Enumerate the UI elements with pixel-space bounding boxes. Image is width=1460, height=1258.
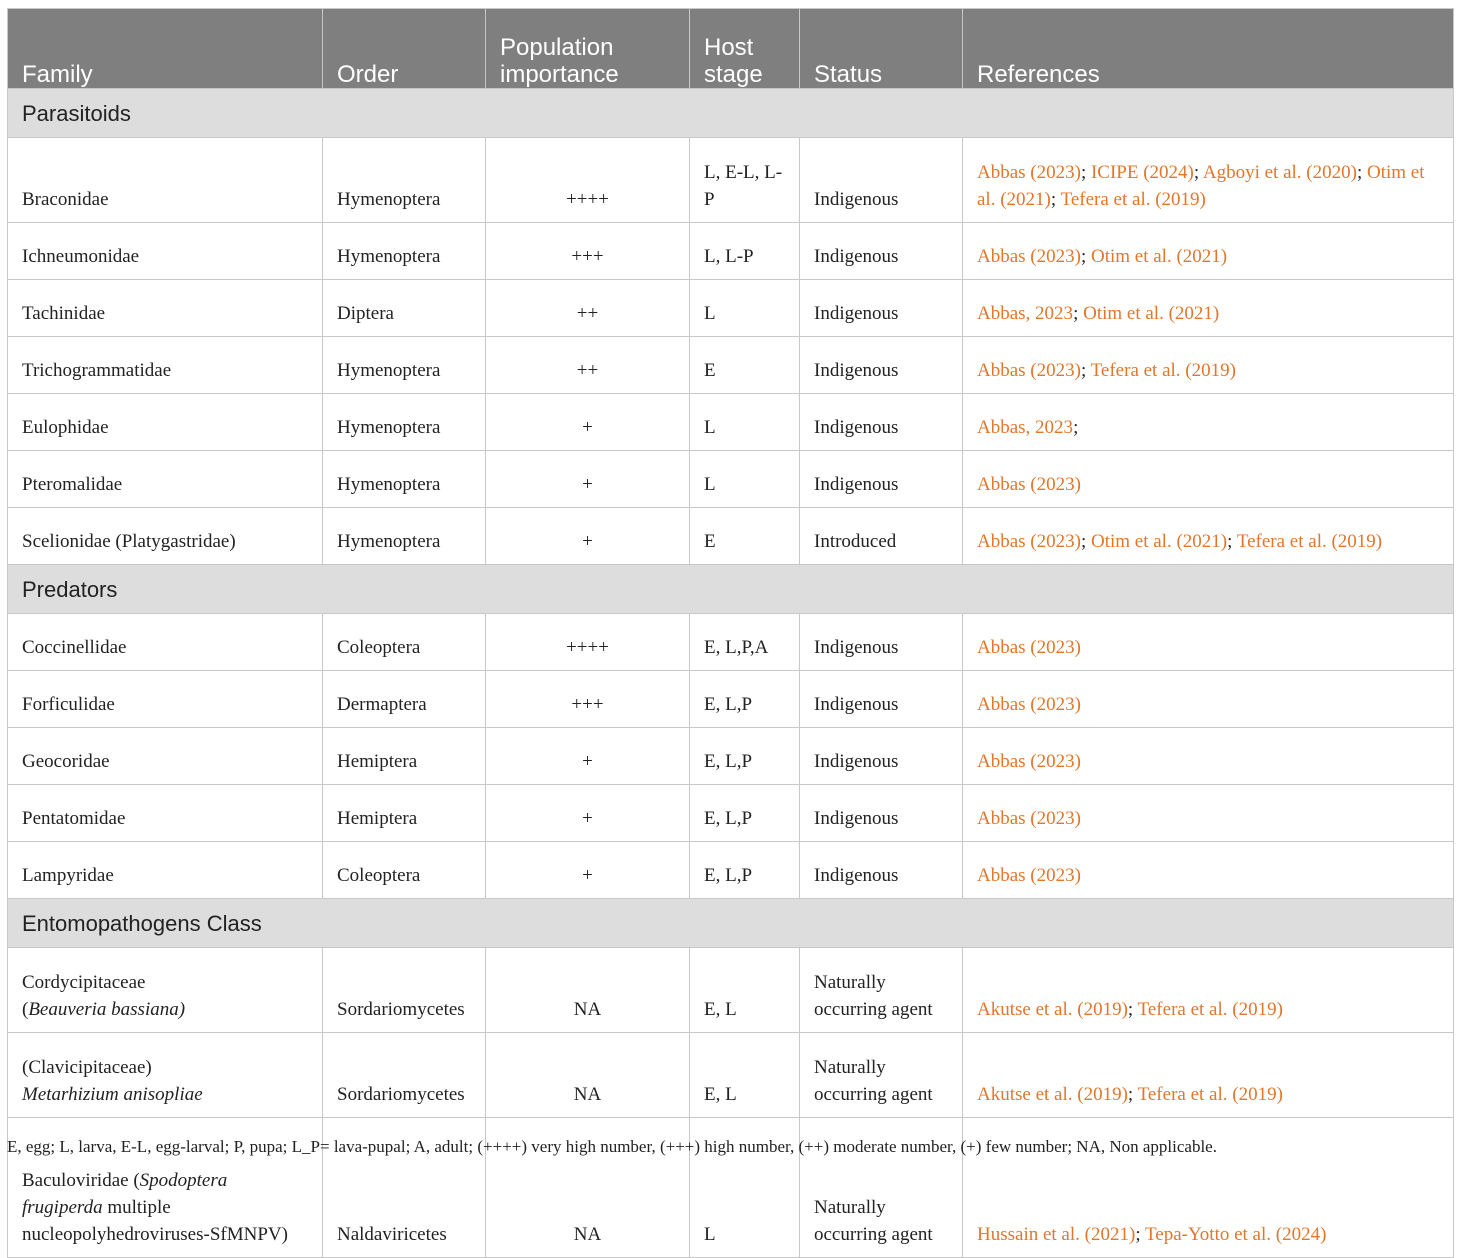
reference-link[interactable]: Abbas, 2023	[977, 303, 1074, 324]
status-cell: Indigenous	[800, 451, 963, 508]
reference-separator: ;	[1127, 999, 1138, 1020]
reference-separator: ;	[1073, 417, 1079, 438]
table-row	[8, 138, 1454, 223]
reference-separator: ;	[1227, 531, 1237, 552]
table-header-row	[8, 9, 1454, 89]
reference-separator: ;	[1080, 162, 1091, 183]
status-cell: Naturally occurring agent	[800, 1033, 963, 1118]
header-host-stage: Host stage	[690, 9, 800, 89]
status-cell: Indigenous	[800, 842, 963, 899]
header-references: References	[963, 9, 1454, 89]
family-cell	[8, 1033, 323, 1118]
reference-separator: ;	[1080, 246, 1091, 267]
reference-separator: ;	[1135, 1224, 1145, 1245]
status-cell: Indigenous	[800, 337, 963, 394]
order-cell: Hymenoptera	[323, 223, 486, 280]
reference-separator: ;	[1080, 531, 1091, 552]
host-stage-cell: E, L	[690, 948, 800, 1033]
references-cell	[963, 614, 1454, 671]
reference-link[interactable]: Abbas (2023)	[977, 162, 1081, 183]
section-entomopathogens: Entomopathogens Class	[8, 899, 1454, 948]
reference-separator: ;	[1073, 303, 1084, 324]
references-cell	[963, 785, 1454, 842]
population-cell: +++	[486, 223, 690, 280]
order-cell: Hymenoptera	[323, 394, 486, 451]
family-cell: Trichogrammatidae	[8, 337, 323, 394]
status-cell: Indigenous	[800, 728, 963, 785]
population-cell: ++	[486, 280, 690, 337]
reference-link[interactable]: Abbas (2023)	[977, 637, 1081, 658]
order-cell: Naldaviricetes	[323, 1118, 486, 1258]
reference-link[interactable]: Otim et al. (2021)	[977, 162, 1425, 210]
natural-enemies-table	[7, 8, 1454, 1258]
status-cell: Introduced	[800, 508, 963, 565]
references-cell	[963, 451, 1454, 508]
population-cell: +	[486, 394, 690, 451]
section-row	[8, 89, 1454, 138]
order-cell: Hymenoptera	[323, 508, 486, 565]
family-cell: Lampyridae	[8, 842, 323, 899]
references-cell	[963, 223, 1454, 280]
table-row	[8, 1033, 1454, 1118]
status-cell: Indigenous	[800, 138, 963, 223]
host-stage-cell: L	[690, 394, 800, 451]
reference-link[interactable]: Akutse et al. (2019)	[977, 999, 1128, 1020]
order-cell: Hemiptera	[323, 785, 486, 842]
family-cell: Tachinidae	[8, 280, 323, 337]
reference-link[interactable]: Abbas (2023)	[977, 751, 1081, 772]
population-cell: ++	[486, 337, 690, 394]
references-cell	[963, 842, 1454, 899]
family-suffix: multiple nucleopolyhedroviruses-SfMNPV)	[22, 1197, 288, 1245]
host-stage-cell: L	[690, 1118, 800, 1258]
host-stage-cell: L, E-L, L-P	[690, 138, 800, 223]
reference-link[interactable]: Abbas (2023)	[977, 246, 1081, 267]
reference-separator: ;	[1127, 1084, 1138, 1105]
status-cell: Naturally occurring agent	[800, 1118, 963, 1258]
reference-link[interactable]: ICIPE (2024)	[1090, 162, 1194, 183]
family-cell: Pentatomidae	[8, 785, 323, 842]
family-name: Cordycipitaceae	[22, 972, 146, 993]
population-cell: ++++	[486, 138, 690, 223]
reference-link[interactable]: Tefera et al. (2019)	[1137, 1084, 1283, 1105]
family-cell: Pteromalidae	[8, 451, 323, 508]
order-cell: Hemiptera	[323, 728, 486, 785]
order-cell: Sordariomycetes	[323, 948, 486, 1033]
family-cell: Geocoridae	[8, 728, 323, 785]
order-cell: Hymenoptera	[323, 138, 486, 223]
reference-link[interactable]: Tefera et al. (2019)	[1090, 360, 1236, 381]
table-row	[8, 614, 1454, 671]
family-paren: (	[22, 999, 29, 1020]
host-stage-cell: E, L,P	[690, 671, 800, 728]
section-row	[8, 899, 1454, 948]
host-stage-cell: E, L,P	[690, 728, 800, 785]
family-cell: Eulophidae	[8, 394, 323, 451]
species-name: Metarhizium anisopliae	[22, 1084, 203, 1105]
references-cell	[963, 337, 1454, 394]
species-name: Beauveria bassiana)	[28, 999, 186, 1020]
table-row	[8, 337, 1454, 394]
reference-link[interactable]: Otim et al. (2021)	[1090, 531, 1228, 552]
family-cell: Forficulidae	[8, 671, 323, 728]
header-population-importance: Population importance	[486, 9, 690, 89]
table-row	[8, 508, 1454, 565]
reference-link[interactable]: Abbas (2023)	[977, 474, 1081, 495]
reference-link[interactable]: Abbas (2023)	[977, 531, 1081, 552]
section-parasitoids: Parasitoids	[8, 89, 1454, 138]
reference-link[interactable]: Otim et al. (2021)	[1090, 246, 1228, 267]
reference-link[interactable]: Abbas (2023)	[977, 808, 1081, 829]
population-cell: NA	[486, 1118, 690, 1258]
population-cell: +	[486, 508, 690, 565]
references-cell	[963, 728, 1454, 785]
reference-link[interactable]: Tepa-Yotto et al. (2024)	[1145, 1224, 1327, 1245]
header-status: Status	[800, 9, 963, 89]
host-stage-cell: L, L-P	[690, 223, 800, 280]
reference-link[interactable]: Abbas (2023)	[977, 865, 1081, 886]
status-cell: Indigenous	[800, 671, 963, 728]
references-cell	[963, 280, 1454, 337]
family-cell	[8, 948, 323, 1033]
host-stage-cell: E, L	[690, 1033, 800, 1118]
host-stage-cell: L	[690, 451, 800, 508]
family-cell: Braconidae	[8, 138, 323, 223]
family-name: (Clavicipitaceae)	[22, 1057, 152, 1078]
reference-link[interactable]: Abbas (2023)	[977, 360, 1081, 381]
header-family: Family	[8, 9, 323, 89]
status-cell: Indigenous	[800, 614, 963, 671]
reference-link[interactable]: Tefera et al. (2019)	[1137, 999, 1283, 1020]
host-stage-cell: E, L,P,A	[690, 614, 800, 671]
reference-separator: ;	[1356, 162, 1367, 183]
table-row	[8, 728, 1454, 785]
status-cell: Indigenous	[800, 785, 963, 842]
population-cell: +	[486, 451, 690, 508]
status-cell: Indigenous	[800, 394, 963, 451]
reference-link[interactable]: Hussain et al. (2021)	[977, 1224, 1136, 1245]
table-row	[8, 785, 1454, 842]
order-cell: Coleoptera	[323, 614, 486, 671]
host-stage-cell: E	[690, 508, 800, 565]
population-cell: +	[486, 785, 690, 842]
table-row	[8, 842, 1454, 899]
references-cell	[963, 1033, 1454, 1118]
table-row	[8, 223, 1454, 280]
family-cell: Scelionidae (Platygastridae)	[8, 508, 323, 565]
table-row	[8, 451, 1454, 508]
table-footnote: E, egg; L, larva, E-L, egg-larval; P, pupa; L_P= lava-pupal; A, adult; (++++) very high number, (+++) high number, (++) moderate number, (+) few number; NA, Non applicable.	[7, 1137, 1217, 1156]
family-cell: Ichneumonidae	[8, 223, 323, 280]
header-order: Order	[323, 9, 486, 89]
reference-separator: ;	[1193, 162, 1203, 183]
host-stage-cell: L	[690, 280, 800, 337]
references-cell	[963, 948, 1454, 1033]
section-predators: Predators	[8, 565, 1454, 614]
order-cell: Sordariomycetes	[323, 1033, 486, 1118]
family-name: Baculoviridae (	[22, 1170, 140, 1191]
order-cell: Coleoptera	[323, 842, 486, 899]
reference-link[interactable]: Agboyi et al. (2020)	[1202, 162, 1357, 183]
references-cell	[963, 138, 1454, 223]
reference-link[interactable]: Abbas (2023)	[977, 694, 1081, 715]
table-row	[8, 671, 1454, 728]
reference-separator: ;	[1080, 360, 1091, 381]
population-cell: ++++	[486, 614, 690, 671]
population-cell: NA	[486, 1033, 690, 1118]
order-cell: Dermaptera	[323, 671, 486, 728]
status-cell: Indigenous	[800, 280, 963, 337]
table-row	[8, 280, 1454, 337]
population-cell: +++	[486, 671, 690, 728]
species-name: Spodoptera frugiperda	[22, 1170, 228, 1218]
references-cell	[963, 508, 1454, 565]
table-row	[8, 948, 1454, 1033]
host-stage-cell: E	[690, 337, 800, 394]
order-cell: Hymenoptera	[323, 451, 486, 508]
order-cell: Diptera	[323, 280, 486, 337]
reference-link[interactable]: Akutse et al. (2019)	[977, 1084, 1128, 1105]
references-cell	[963, 671, 1454, 728]
population-cell: NA	[486, 948, 690, 1033]
family-cell: Coccinellidae	[8, 614, 323, 671]
host-stage-cell: E, L,P	[690, 842, 800, 899]
section-row	[8, 565, 1454, 614]
reference-link[interactable]: Tefera et al. (2019)	[1060, 189, 1206, 210]
reference-separator: ;	[1050, 189, 1061, 210]
population-cell: +	[486, 842, 690, 899]
population-cell: +	[486, 728, 690, 785]
host-stage-cell: E, L,P	[690, 785, 800, 842]
status-cell: Naturally occurring agent	[800, 948, 963, 1033]
reference-link[interactable]: Tefera et al. (2019)	[1236, 531, 1383, 552]
table-row	[8, 394, 1454, 451]
order-cell: Hymenoptera	[323, 337, 486, 394]
reference-link[interactable]: Abbas, 2023	[977, 417, 1074, 438]
references-cell	[963, 394, 1454, 451]
status-cell: Indigenous	[800, 223, 963, 280]
reference-link[interactable]: Otim et al. (2021)	[1083, 303, 1220, 324]
